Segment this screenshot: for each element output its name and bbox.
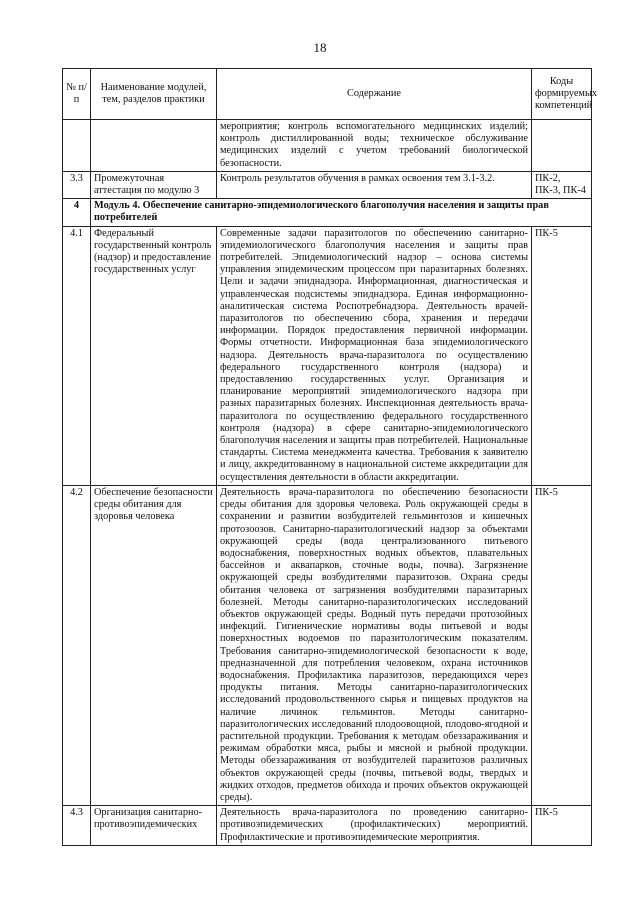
header-content: Содержание — [217, 69, 532, 120]
header-num: № п/п — [63, 69, 91, 120]
row-num: 3.3 — [63, 171, 91, 198]
row-content: Современные задачи паразитологов по обеспечению санитарно-эпидемиологического благополучия населения и защиты прав потребителей. Эпидемиологический надзор – основа системы управления эпидемическим процессом при паразитарных болезнях. Цели и задачи эпиднадзора. Информационная, диагностическая и управленческая подсистемы эпиднадзора. Единая информационно-аналитическая система Роспотребнадзора. Деятельность врачей-паразитологов по обеспечению сбора, хранения и передачи информации. Порядок предоставления первичной информации. Формы отчетности. Информационная база эпидемиологического надзора. Деятельность врача-паразитолога по осуществлению федерального государственного контроля (надзора) и предоставлению государственных услуг. Организация и планирование мероприятий эпидемиологического надзора при разных паразитарных болезнях. Инспекционная деятельность врача-паразитолога по осуществлению федерального государственного контроля (надзора) в сфере санитарно-эпидемиологического благополучия населения и защиты прав потребителей. Национальные стандарты. Система менеджмента качества. Требования к заявителю и лицу, аккредитованному в национальной системе аккредитации для осуществления деятельности в области аккредитации. — [217, 226, 532, 485]
row-name: Федеральный государственный контроль (надзор) и предоставление государственных услуг — [91, 226, 217, 485]
row-name: Обеспечение безопасности среды обитания для здоровья человека — [91, 485, 217, 805]
row-num: 4.3 — [63, 806, 91, 846]
row-codes: ПК-2, ПК-3, ПК-4 — [532, 171, 592, 198]
row-num — [63, 120, 91, 172]
table-row — [63, 120, 592, 172]
row-num: 4.2 — [63, 485, 91, 805]
row-codes — [532, 120, 592, 172]
module-section-row — [63, 199, 592, 226]
row-num: 4.1 — [63, 226, 91, 485]
page-number: 18 — [313, 40, 327, 55]
table-header-row — [63, 69, 592, 120]
row-content: Контроль результатов обучения в рамках освоения тем 3.1-3.2. — [217, 171, 532, 198]
table-row — [63, 171, 592, 198]
section-num: 4 — [63, 199, 91, 226]
table-row — [63, 806, 592, 846]
table-row — [63, 485, 592, 805]
section-title: Модуль 4. Обеспечение санитарно-эпидемиологического благополучия населения и защиты прав потребителей — [91, 199, 592, 226]
header-codes: Коды формируемых компетенций — [532, 69, 592, 120]
row-codes: ПК-5 — [532, 806, 592, 846]
header-name: Наименование модулей, тем, разделов практики — [91, 69, 217, 120]
row-name: Промежуточная аттестация по модулю 3 — [91, 171, 217, 198]
table-row — [63, 226, 592, 485]
row-content: Деятельность врача-паразитолога по проведению санитарно-противоэпидемических (профилактических) мероприятий. Профилактические и противоэпидемические мероприятия. — [217, 806, 532, 846]
curriculum-table — [62, 68, 598, 846]
row-content: Деятельность врача-паразитолога по обеспечению безопасности среды обитания для здоровья человека. Роль окружающей среды в сохранении и развитии возбудителей гельминтозов и кишечных протозоозов. Санитарно-паразитологический надзор за объектами окружающей среды (вода централизованного питьевого водоснабжения, поверхностных водных объектов, плавательных бассейнов и аквапарков, сточные воды, почва). Загрязнение окружающей среды возбудителями паразитозов. Охрана среды обитания человека от загрязнения возбудителями паразитарных болезней. Методы санитарно-паразитологических исследований объектов окружающей среды. Водный путь передачи протозойных инфекций. Гигиенические нормативы воды питьевой и воды поверхностных водоемов по паразитологическим показателям. Требования санитарно-эпидемиологической безопасности к воде, предназначенной для потребления человеком, охрана источников водоснабжения. Профилактика паразитозов, передающихся через продукты питания. Методы санитарно-паразитологических исследований продовольственного сырья и пищевых продуктов на наличие личинок гельминтов. Методы санитарно-паразитологических исследований плодоовощной, плодово-ягодной и растительной продукции. Требования к методам обеззараживания и режимам обработки мяса, рыбы и мясной и рыбной продукции. Методы обеззараживания от возбудителей паразитозов различных объектов окружающей среды (почвы, питьевой воды, твердых и жидких отходов, предметов обихода и прочих объектов окружающей среды). — [217, 485, 532, 805]
row-codes: ПК-5 — [532, 226, 592, 485]
row-content: мероприятия; контроль вспомогательного медицинских изделий; контроль дистиллированной воды; техническое обслуживание медицинских изделий с учетом требований биологической безопасности. — [217, 120, 532, 172]
row-name: Организация санитарно-противоэпидемических — [91, 806, 217, 846]
row-codes: ПК-5 — [532, 485, 592, 805]
row-name — [91, 120, 217, 172]
